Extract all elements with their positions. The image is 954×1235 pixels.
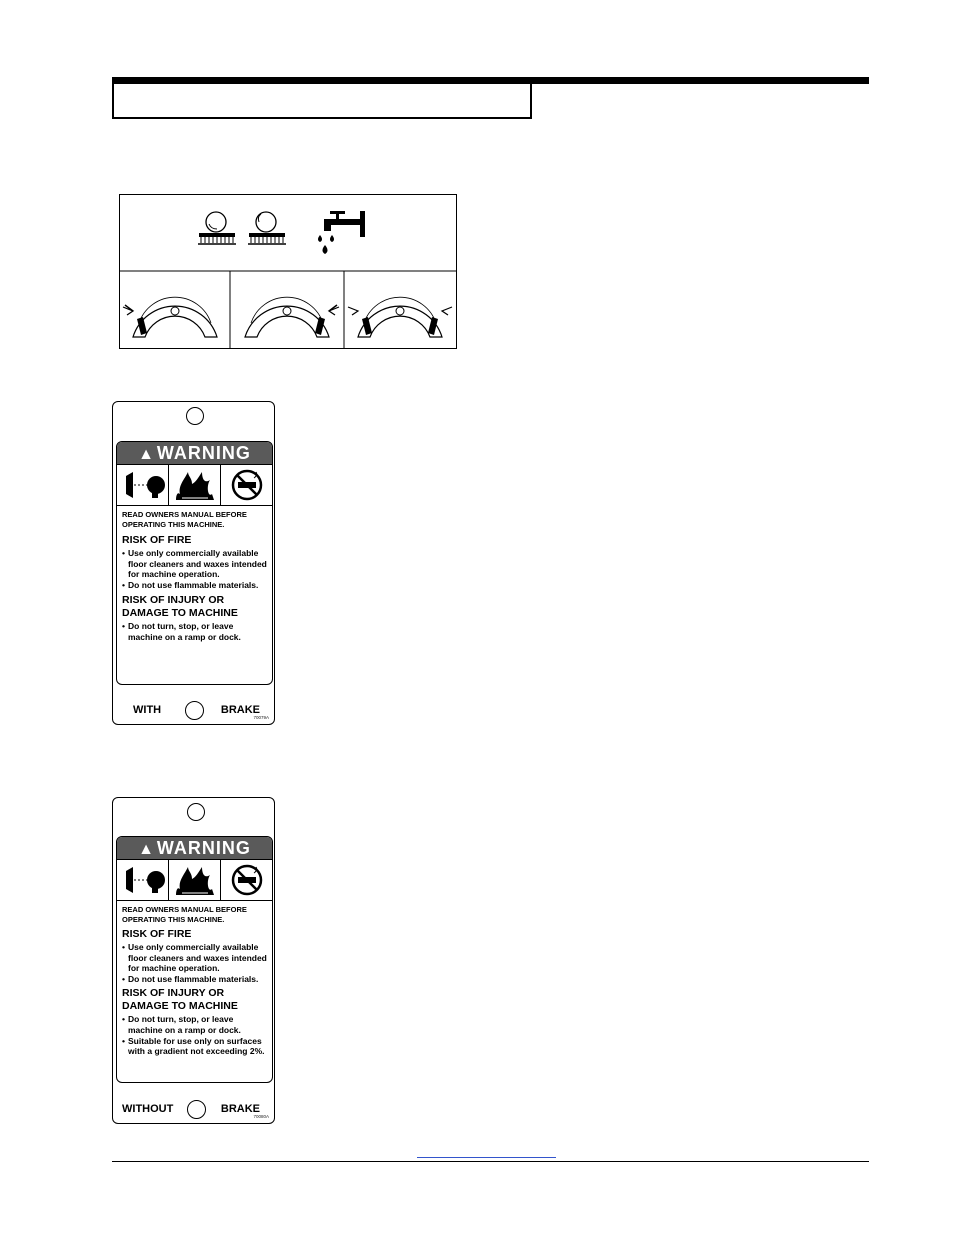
- list-item: • Do not use flammable materials.: [122, 974, 267, 985]
- injury-bullet-list: [122, 1014, 267, 1056]
- warning-heading: [117, 442, 272, 464]
- read-manual-notice: READ OWNERS MANUAL BEFORE OPERATING THIS MACHINE.: [122, 905, 247, 924]
- warning-panel: [116, 441, 273, 685]
- footer-right-label: BRAKE: [220, 704, 260, 716]
- footer-left-label: WITH: [133, 704, 162, 716]
- injury-bullet-list: [122, 621, 267, 642]
- list-item: • Do not use flammable materials.: [122, 580, 267, 591]
- warning-triangle-icon: ▲: [138, 446, 155, 463]
- warning-panel: [116, 836, 273, 1083]
- list-item: • Do not turn, stop, or leave machine on a ramp or dock.: [122, 1014, 267, 1035]
- warning-heading: [117, 837, 272, 859]
- risk-of-fire-heading: RISK OF FIRE: [122, 928, 192, 940]
- list-item: • Suitable for use only on surfaces with a gradient not exceeding 2%.: [122, 1036, 267, 1057]
- mounting-hole: [187, 803, 205, 821]
- footer-rule: [112, 1161, 869, 1162]
- warning-heading-text: WARNING: [156, 443, 251, 463]
- brake-gauge-icon: [245, 297, 339, 337]
- warning-decal-with-brake: [112, 401, 275, 725]
- no-smoking-icon: [220, 860, 272, 900]
- risk-of-fire-heading: RISK OF FIRE: [122, 534, 192, 546]
- part-number: 70079A: [253, 715, 269, 720]
- fire-icon: [168, 465, 220, 505]
- footer-left-label: WITHOUT: [122, 1103, 174, 1115]
- fire-icon: [168, 860, 220, 900]
- brake-gauge-icon: [123, 297, 217, 337]
- control-panel-decal: [119, 194, 457, 349]
- mounting-hole: [187, 1100, 206, 1119]
- mounting-hole: [185, 701, 204, 720]
- warning-heading-text: WARNING: [156, 838, 251, 858]
- part-number: 70080A: [253, 1114, 269, 1119]
- warning-icon-row: [117, 859, 272, 901]
- list-item: • Use only commercially available floor cleaners and waxes intended for machine operation.: [122, 548, 267, 580]
- read-manual-notice: READ OWNERS MANUAL BEFORE OPERATING THIS MACHINE.: [122, 510, 247, 529]
- brake-gauge-icon: [348, 297, 452, 337]
- risk-of-injury-heading: RISK OF INJURY OR DAMAGE TO MACHINE: [122, 594, 238, 620]
- risk-of-injury-heading: RISK OF INJURY OR DAMAGE TO MACHINE: [122, 987, 238, 1013]
- control-panel-graphic: [120, 195, 456, 348]
- brush-icon: [248, 212, 286, 244]
- list-item: • Do not turn, stop, or leave machine on a ramp or dock.: [122, 621, 267, 642]
- brush-icon: [198, 212, 236, 244]
- section-title-box: [112, 84, 532, 119]
- warning-triangle-icon: ▲: [138, 841, 155, 858]
- warning-decal-without-brake: [112, 797, 275, 1124]
- fire-bullet-list: [122, 548, 267, 590]
- header-rule: [112, 77, 869, 84]
- footer-link[interactable]: [417, 1146, 556, 1158]
- water-faucet-icon: [318, 211, 365, 254]
- ear-protection-icon: [117, 860, 168, 900]
- footer-right-label: BRAKE: [220, 1103, 260, 1115]
- list-item: • Use only commercially available floor cleaners and waxes intended for machine operation.: [122, 942, 267, 974]
- mounting-hole: [186, 407, 204, 425]
- warning-icon-row: [117, 464, 272, 506]
- no-smoking-icon: [220, 465, 272, 505]
- fire-bullet-list: [122, 942, 267, 984]
- ear-protection-icon: [117, 465, 168, 505]
